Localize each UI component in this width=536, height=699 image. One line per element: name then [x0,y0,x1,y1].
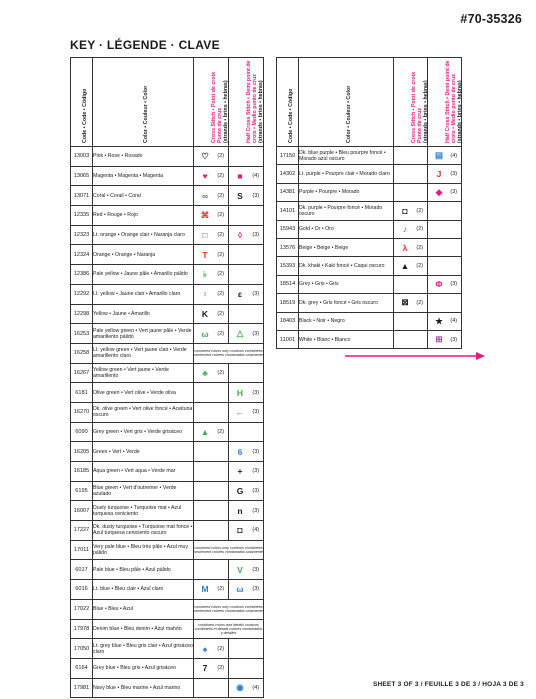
thread-code: 13065 [71,166,93,186]
pattern-number: #70-35326 [460,12,522,26]
cross-stitch-cell [194,402,229,422]
half-cross-symbol: n [237,505,243,516]
key-row [71,402,264,422]
half-cross-cell [428,220,462,238]
cross-stitch-cell [194,383,229,403]
cross-stitch-strands: (2) [217,212,224,219]
cross-stitch-cell [394,312,428,330]
key-table-left [70,57,264,698]
key-table-header [277,58,462,147]
color-name: Gold • Or • Oro [299,220,394,238]
thread-code: 12386 [71,265,93,285]
half-cross-cell [229,383,264,403]
thread-code: 17150 [277,147,299,165]
cross-stitch-symbol: ∞ [201,190,209,201]
key-row [71,186,264,206]
half-cross-strands: (3) [450,281,457,288]
color-name: Lt. grey blue • Bleu gris clair • Azul grisáceo claro [93,639,194,659]
half-cross-cell [428,202,462,220]
half-cross-symbol: J [436,169,442,180]
thread-code: 16253 [71,324,93,344]
cross-stitch-cell [394,330,428,348]
color-name: Dusty turquoise • Turquoise mat • Azul turquesa ceniciento [93,501,194,521]
half-cross-strands: (3) [252,507,259,514]
cross-stitch-strands: (2) [217,232,224,239]
key-row [71,521,264,541]
key-row [71,363,264,383]
cross-stitch-strands: (2) [217,369,224,376]
cross-stitch-symbol: 7 [202,663,208,674]
key-row [71,422,264,442]
key-row [277,312,462,330]
key-row [277,220,462,238]
thread-code: 6017 [71,560,93,580]
thread-code: 18519 [277,294,299,312]
key-row [71,147,264,167]
cross-stitch-cell [194,363,229,383]
cross-stitch-strands: (2) [416,226,423,233]
cross-stitch-symbol: ♭ [202,268,207,279]
cross-stitch-cell [194,442,229,462]
half-cross-cell [229,678,264,698]
half-cross-cell [229,324,264,344]
color-name: Denim blue • Bleu denim • Azul mahón [93,619,194,639]
key-row [71,206,264,226]
key-table-header [71,58,264,147]
cross-stitch-cell [394,257,428,275]
color-name: Grey green • Vert gris • Verde grisáceo [93,422,194,442]
thread-code: 12335 [71,206,93,226]
color-name: Lt. purple • Pourpre clair • Morado claro [299,165,394,183]
thread-code: 11001 [277,330,299,348]
cross-stitch-symbol: ♪ [402,224,408,235]
color-name: Blue green • Vert d'outremer • Verde azulado [93,481,194,501]
cross-stitch-strands: (2) [217,271,224,278]
color-name: Dk. blue purple • Bleu pourpre foncé • Morado azul oscuro [299,147,394,165]
thread-code: 14302 [277,165,299,183]
half-cross-cell [428,183,462,201]
thread-code: 13576 [277,238,299,256]
thread-code: 18514 [277,275,299,293]
color-name: Grey • Gris • Gris [299,275,394,293]
half-cross-symbol: ɛ [237,289,243,300]
color-name: Dk. grey • Gris foncé • Gris oscuro [299,294,394,312]
half-cross-symbol: ◘ [237,525,243,536]
half-cross-cell [229,442,264,462]
key-row [71,462,264,482]
color-name: Navy blue • Bleu marine • Azul marino [93,678,194,698]
half-cross-strands: (3) [252,389,259,396]
cross-stitch-strands: (2) [217,153,224,160]
half-cross-strands: (3) [450,189,457,196]
key-row [277,147,462,165]
half-cross-cell [229,225,264,245]
color-name: Pale yellow • Jaune pâle • Amarillo pálido [93,265,194,285]
cross-stitch-cell [194,521,229,541]
half-cross-cell [229,481,264,501]
key-row [71,245,264,265]
thread-code: 12323 [71,225,93,245]
thread-code: 17981 [71,678,93,698]
cross-stitch-symbol: ⊠ [401,297,409,308]
key-row [71,442,264,462]
color-name: Lt. blue • Bleu clair • Azul claro [93,580,194,600]
color-name: Aqua green • Vert aqua • Verde mar [93,462,194,482]
half-cross-strands: (4) [252,173,259,180]
cross-stitch-symbol: ▲ [400,261,410,272]
thread-code: 6181 [71,383,93,403]
cross-stitch-cell [194,560,229,580]
key-row [71,383,264,403]
thread-code: 17022 [71,599,93,619]
cross-stitch-strands: (2) [217,665,224,672]
half-cross-symbol: ■ [237,171,243,182]
cross-stitch-symbol: ♣ [202,367,208,378]
half-cross-symbol: ω [236,584,244,595]
key-row [71,678,264,698]
thread-code: 6090 [71,422,93,442]
half-cross-cell [428,147,462,165]
half-cross-strands: (3) [252,586,259,593]
half-cross-cell [229,166,264,186]
thread-code: 6164 [71,658,93,678]
code-column-header: Code • Code • Código [277,58,299,147]
key-row [71,166,264,186]
cross-stitch-strands: (2) [217,291,224,298]
color-name: Black • Noir • Negro [299,312,394,330]
half-cross-cell [229,402,264,422]
thread-code: 13003 [71,147,93,167]
color-name: Grey blue • Bleu gris • Azul grisáceo [93,658,194,678]
half-cross-strands: (4) [450,152,457,159]
cross-stitch-cell [194,245,229,265]
color-name: Pale blue • Bleu pâle • Azul pálido [93,560,194,580]
half-cross-cell [428,330,462,348]
cross-stitch-strands: (2) [416,263,423,270]
half-cross-symbol: ◊ [237,230,243,241]
half-cross-cell [229,658,264,678]
half-cross-cell [229,422,264,442]
key-row [71,580,264,600]
color-column-header: Color • Couleur • Color [299,58,394,147]
color-name: Yellow • Jaune • Amarillo [93,304,194,324]
cross-stitch-cell [194,658,229,678]
half-cross-cell [428,165,462,183]
color-name: Dk. khaki • Kaki foncé • Caqui oscuro [299,257,394,275]
key-row [71,540,264,560]
cross-stitch-cell [194,265,229,285]
thread-code: 17011 [71,540,93,560]
half-cross-symbol: ← [235,407,245,418]
half-cross-symbol: ◆ [435,186,443,197]
cross-stitch-cell [394,238,428,256]
cross-stitch-cell [394,202,428,220]
cross-stitch-cell [194,147,229,167]
cross-stitch-symbol: □ [202,230,208,241]
key-row [71,658,264,678]
half-cross-cell [229,245,264,265]
half-cross-symbol: ◉ [236,682,244,693]
half-cross-strands: (3) [450,171,457,178]
key-row [71,324,264,344]
sheet-footer: SHEET 3 OF 3 / FEUILLE 3 DE 3 / HOJA 3 DE 3 [372,681,524,688]
half-cross-strands: (3) [252,409,259,416]
color-name: Very pale blue • Bleu très pâle • Azul muy pálido [93,540,194,560]
half-cross-symbol: ▤ [434,150,444,161]
half-cross-cell [229,363,264,383]
key-row [277,294,462,312]
cross-stitch-symbol: ♀ [201,289,209,300]
thread-code: 15393 [277,257,299,275]
cross-stitch-cell [194,639,229,659]
half-cross-cell [428,238,462,256]
color-name: White • Blanc • Blanco [299,330,394,348]
thread-code: 16258 [71,343,93,363]
color-name: Purple • Pourpre • Morado [299,183,394,201]
thread-code: 12298 [71,304,93,324]
cross-stitch-strands: (2) [217,310,224,317]
color-name: Lt. yellow green • Vert jaune clair • Verde amarillento claro [93,343,194,363]
color-name: Pale yellow green • Vert jaune pâle • Verde amarillento pálido [93,324,194,344]
cross-stitch-cell [194,501,229,521]
cross-stitch-cell [194,580,229,600]
continue-arrow-icon [345,352,485,360]
half-cross-cell [428,294,462,312]
half-cross-column-header: Half Cross Stitch • Demi point de croix • Medio punto de cruz (strands • brins • hebras) [229,58,264,147]
color-name: Red • Rouge • Rojo [93,206,194,226]
half-cross-cell [229,462,264,482]
cross-stitch-strands: (2) [217,330,224,337]
half-cross-strands: (4) [252,684,259,691]
half-cross-cell [229,501,264,521]
half-cross-strands: (3) [252,566,259,573]
cross-stitch-cell [194,166,229,186]
half-cross-symbol: V [237,564,243,575]
combined-note: combined colors only couleurs combinées seulement colores combinados solamente [194,343,264,363]
half-cross-cell [428,275,462,293]
cross-stitch-column-header: Cross Stitch • Point de croix Punto de cruz (strands • brins • hebras) [394,58,428,147]
color-name: Lt. yellow • Jaune clair • Amarillo claro [93,284,194,304]
cross-stitch-cell [194,304,229,324]
thread-code: 17227 [71,521,93,541]
half-cross-strands: (3) [450,336,457,343]
cross-stitch-cell [194,481,229,501]
cross-stitch-symbol: M [201,584,209,595]
thread-code: 6016 [71,580,93,600]
combined-note: combined colors and details couleurs combinées et détails colores combinados y detalles [194,619,264,639]
half-cross-cell [229,639,264,659]
cross-stitch-strands: (2) [217,428,224,435]
half-cross-symbol: △ [236,328,244,339]
key-row [71,304,264,324]
key-row [71,284,264,304]
thread-code: 14381 [277,183,299,201]
color-name: Magenta • Magenta • Magenta [93,166,194,186]
cross-stitch-cell [394,147,428,165]
key-row [71,225,264,245]
cross-stitch-column-header: Cross Stitch • Point de croix Punto de cruz (strands • brins • hebras) [194,58,229,147]
color-name: Olive green • Vert olive • Verde oliva [93,383,194,403]
color-name: Yellow green • Vert jaune • Verde amarillento [93,363,194,383]
half-cross-symbol: Φ [435,279,443,290]
cross-stitch-symbol: ω [201,328,209,339]
cross-stitch-strands: (2) [217,645,224,652]
half-cross-cell [229,265,264,285]
cross-stitch-strands: (2) [217,173,224,180]
half-cross-cell [229,580,264,600]
key-row [71,501,264,521]
key-row [277,238,462,256]
color-name: Pink • Rose • Rosado [93,147,194,167]
cross-stitch-symbol: ◘ [402,205,408,216]
cross-stitch-cell [194,186,229,206]
cross-stitch-symbol: ♠ [202,643,208,654]
key-table-right [276,57,462,349]
key-title: KEY · LÉGENDE · CLAVE [70,38,220,52]
thread-code: 6195 [71,481,93,501]
cross-stitch-cell [194,206,229,226]
key-row [71,481,264,501]
key-row [277,257,462,275]
half-cross-cell [229,521,264,541]
code-column-header: Code • Code • Código [71,58,93,147]
cross-stitch-cell [194,678,229,698]
cross-stitch-symbol: ♥ [202,171,208,182]
cross-stitch-cell [194,462,229,482]
cross-stitch-cell [194,225,229,245]
half-cross-strands: (3) [252,468,259,475]
half-cross-cell [229,560,264,580]
thread-code: 18403 [277,312,299,330]
thread-code: 16205 [71,442,93,462]
cross-stitch-cell [394,165,428,183]
cross-stitch-strands: (2) [416,299,423,306]
cross-stitch-strands: (2) [217,586,224,593]
half-cross-strands: (3) [252,291,259,298]
cross-stitch-symbol: K [201,308,209,319]
cross-stitch-cell [194,422,229,442]
half-cross-cell [428,257,462,275]
cross-stitch-strands: (2) [416,244,423,251]
half-cross-cell [229,206,264,226]
cross-stitch-cell [394,294,428,312]
key-row [277,165,462,183]
half-cross-strands: (3) [252,448,259,455]
thread-code: 16185 [71,462,93,482]
color-name: Blue • Bleu • Azul [93,599,194,619]
color-name: Coral • Corail • Coral [93,186,194,206]
key-row [71,619,264,639]
color-name: Green • Vert • Verde [93,442,194,462]
half-cross-column-header: Half Cross Stitch • Demi point de croix • Medio punto de cruz (strands • brins • hebras) [428,58,462,147]
key-row [277,183,462,201]
half-cross-symbol: 6 [237,446,243,457]
half-cross-cell [229,284,264,304]
key-row [277,330,462,348]
thread-code: 15943 [277,220,299,238]
half-cross-strands: (4) [252,527,259,534]
half-cross-symbol: H [236,387,244,398]
half-cross-symbol: ⊞ [435,334,443,345]
half-cross-cell [229,304,264,324]
cross-stitch-symbol: ♡ [201,150,209,161]
half-cross-strands: (3) [252,488,259,495]
thread-code: 16267 [71,363,93,383]
key-row [71,343,264,363]
cross-stitch-symbol: T [202,249,208,260]
half-cross-symbol: G [236,486,244,497]
half-cross-symbol: ★ [435,315,443,326]
thread-code: 17978 [71,619,93,639]
half-cross-cell [428,312,462,330]
cross-stitch-cell [194,324,229,344]
combined-note: combined colors only couleurs combinées seulement colores combinados solamente [194,599,264,619]
color-name: Dk. olive green • Vert olive foncé • Aceituna oscuro [93,402,194,422]
color-column-header: Color • Couleur • Color [93,58,194,147]
cross-stitch-symbol: λ [402,242,408,253]
key-row [277,202,462,220]
key-row [71,599,264,619]
key-row [277,275,462,293]
half-cross-strands: (3) [252,232,259,239]
cross-stitch-symbol: ▲ [200,426,210,437]
half-cross-strands: (4) [450,318,457,325]
cross-stitch-strands: (2) [217,192,224,199]
color-name: Orange • Orange • Naranja [93,245,194,265]
cross-stitch-symbol: ⌘ [200,209,210,220]
thread-code: 17050 [71,639,93,659]
color-name: Dk. purple • Pourpre foncé • Morado oscuro [299,202,394,220]
key-row [71,639,264,659]
cross-stitch-cell [394,275,428,293]
half-cross-symbol: S [237,190,243,201]
half-cross-symbol: + [237,466,243,477]
thread-code: 12292 [71,284,93,304]
half-cross-strands: (3) [252,192,259,199]
thread-code: 13071 [71,186,93,206]
half-cross-strands: (3) [252,330,259,337]
half-cross-cell [229,186,264,206]
color-name: Beige • Beige • Beige [299,238,394,256]
thread-code: 14101 [277,202,299,220]
thread-code: 16270 [71,402,93,422]
half-cross-cell [229,147,264,167]
color-name: Lt. orange • Orange clair • Naranja claro [93,225,194,245]
key-row [71,265,264,285]
cross-stitch-strands: (2) [416,207,423,214]
cross-stitch-cell [394,183,428,201]
thread-code: 16007 [71,501,93,521]
key-row [71,560,264,580]
cross-stitch-strands: (2) [217,251,224,258]
combined-note: combined colors only couleurs combinées seulement colores combinados solamente [194,540,264,560]
color-name: Dk. dusty turquoise • Turquoise mat foncé • Azul turquesa ceniciento oscuro [93,521,194,541]
thread-code: 12324 [71,245,93,265]
cross-stitch-cell [394,220,428,238]
cross-stitch-cell [194,284,229,304]
